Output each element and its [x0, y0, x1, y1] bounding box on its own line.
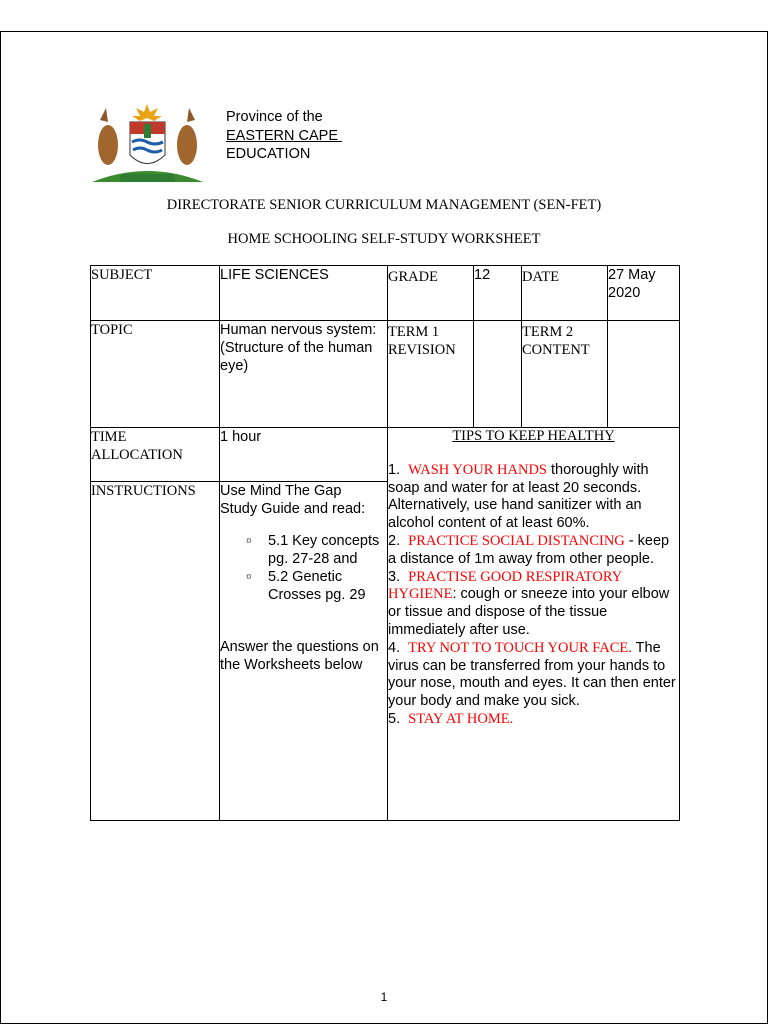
info-table: [90, 265, 680, 821]
instructions-list: [220, 532, 381, 604]
tip-2-heading: PRACTICE SOCIAL DISTANCING: [408, 532, 625, 549]
tip-4-heading: TRY NOT TO TOUCH YOUR FACE.: [408, 639, 632, 656]
bullet-icon: ▫: [246, 569, 252, 585]
tip-3-number: 3.: [388, 568, 401, 585]
tips-title: TIPS TO KEEP HEALTHY: [452, 428, 615, 444]
page-number: 1: [380, 990, 388, 1004]
term1-empty-cell: [474, 321, 522, 428]
tip-4-number: 4.: [388, 639, 401, 656]
province-block: [226, 108, 342, 164]
province-line-2: EASTERN CAPE: [226, 127, 343, 144]
tip-3-heading: PRACTISE GOOD RESPIRATORY HYGIENE: [388, 568, 622, 603]
date-value: 27 May 2020: [608, 266, 680, 321]
topic-value: Human nervous system: (Structure of the human eye): [220, 321, 388, 428]
date-label: DATE: [522, 266, 608, 321]
tip-1: [388, 462, 679, 533]
instructions-label: INSTRUCTIONS: [91, 482, 220, 821]
bullet-icon: ▫: [246, 533, 252, 549]
subject-value: LIFE SCIENCES: [220, 266, 388, 321]
instructions-intro: Use Mind The Gap Study Guide and read:: [220, 483, 366, 517]
tip-4: [388, 640, 679, 711]
province-line-3: EDUCATION: [226, 146, 311, 162]
tip-1-number: 1.: [388, 461, 401, 478]
tip-1-body: thoroughly with soap and water for at least 20 seconds. Alternatively, use hand sanitizer with an alcohol content of at least 60%.: [388, 461, 649, 532]
tip-5: [388, 711, 679, 729]
directorate-heading: DIRECTORATE SENIOR CURRICULUM MANAGEMENT (SEN-FET): [166, 197, 602, 213]
tip-1-heading: WASH YOUR HANDS: [408, 461, 547, 478]
tip-3: [388, 569, 679, 640]
term2-label: TERM 2 CONTENT: [522, 321, 608, 428]
subject-label: SUBJECT: [91, 266, 220, 321]
province-line-1: Province of the: [226, 109, 323, 125]
tip-3-body: : cough or sneeze into your elbow or tissue and dispose of the tissue immediately after use.: [388, 586, 670, 638]
instruction-item-2: 5.2 Genetic Crosses pg. 29: [268, 569, 366, 603]
time-label: TIME ALLOCATION: [91, 428, 220, 482]
tip-2-number: 2.: [388, 532, 401, 549]
tips-cell: [388, 428, 680, 821]
list-item: [220, 568, 381, 604]
tip-2: [388, 533, 679, 569]
grade-value: 12: [474, 266, 522, 321]
tip-4-body: The virus can be transferred from your hands to your nose, mouth and eyes. It can then enter your body and make you sick.: [388, 639, 676, 710]
grade-label: GRADE: [388, 266, 474, 321]
time-value: 1 hour: [220, 428, 388, 482]
topic-label: TOPIC: [91, 321, 220, 428]
instructions-value: [220, 482, 388, 821]
term2-empty-cell: [608, 321, 680, 428]
worksheet-title: HOME SCHOOLING SELF-STUDY WORKSHEET: [227, 231, 541, 247]
coat-of-arms-logo: [90, 100, 205, 190]
tip-5-number: 5.: [388, 710, 401, 727]
tip-5-heading: STAY AT HOME.: [408, 710, 514, 727]
term1-label: TERM 1 REVISION: [388, 321, 474, 428]
instructions-outro: Answer the questions on the Worksheets below: [220, 639, 379, 673]
list-item: [220, 532, 381, 568]
tip-2-body: - keep a distance of 1m away from other people.: [388, 532, 670, 567]
instruction-item-1: 5.1 Key concepts pg. 27-28 and: [268, 533, 380, 567]
